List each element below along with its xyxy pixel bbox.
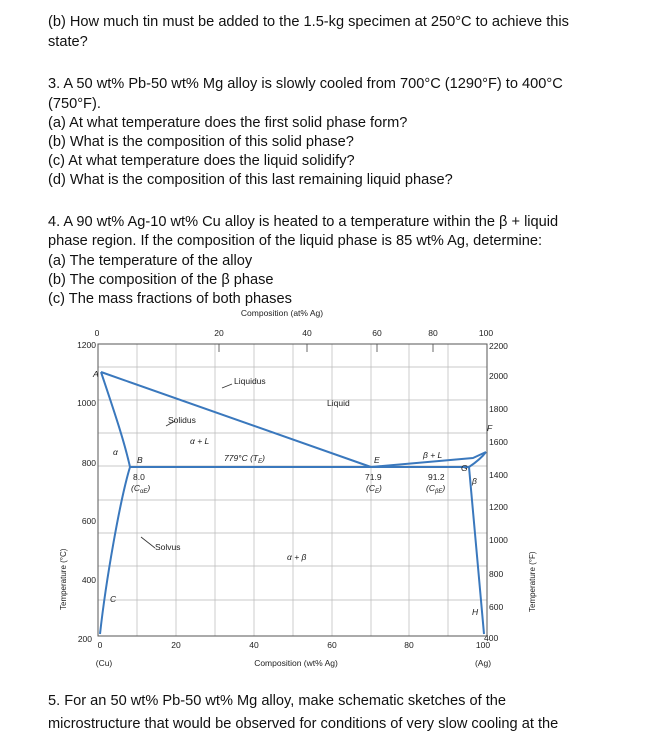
top-tick-20: 20 [214,328,224,338]
bottom-tick-100: 100 [475,640,491,650]
left-tick-800: 800 [81,458,96,468]
bottom-axis-title: Composition (wt% Ag) [254,658,338,668]
solvus-label: Solvus [155,542,181,552]
beta-region-label: β [472,476,477,486]
left-tick-600: 600 [81,516,96,526]
right-tick-1200: 1200 [489,502,508,512]
g-composition-symbol: $(C_{\beta E})$ [426,483,446,495]
q5-line-2: microstructure that would be observed for conditions of very slow cooling at the [48,716,559,732]
bottom-tick-80: 80 [404,640,414,650]
point-g-label: G [461,463,468,473]
b-composition-value: 8.0 [133,472,145,482]
alpha-solvus-line [100,467,130,634]
beta-solidus-line [469,452,486,467]
bottom-end-cu: (Cu) [95,658,113,668]
bottom-tick-20: 20 [171,640,181,650]
q3-part-c: (c) At what temperature does the liquid solidify? [48,153,355,169]
beta-plus-liquid-label: β + L [423,450,443,460]
right-tick-600: 600 [489,602,504,612]
e-composition-value: 71.9 [365,472,382,482]
right-tick-2000: 2000 [489,371,508,381]
q4-line-2: phase region. If the composition of the liquid phase is 85 wt% Ag, determine: [48,233,543,249]
liquid-region-label: Liquid [327,398,350,408]
right-tick-1800: 1800 [489,404,508,414]
q5-line-1: 5. For an 50 wt% Pb-50 wt% Mg alloy, make schematic sketches of the [48,693,507,709]
top-tick-40: 40 [302,328,312,338]
q3-line-2: (750°F). [48,96,101,112]
q3-part-a: (a) At what temperature does the first solid phase form? [48,115,408,131]
liquidus-label: Liquidus [234,376,266,386]
point-c-label: C [110,594,117,604]
left-tick-1000: 1000 [77,398,96,408]
right-tick-2200: 2200 [489,341,508,351]
left-tick-400: 400 [81,575,96,585]
point-a-label: A [93,369,99,379]
b-composition-symbol: $(C_{\alpha E})$ [131,483,151,495]
e-composition-symbol: $(C_E)$ [366,483,382,495]
right-tick-1600: 1600 [489,437,508,447]
alpha-plus-beta-label: α + β [287,552,307,562]
alpha-plus-liquid-label: α + L [190,436,210,446]
q4-part-c: (c) The mass fractions of both phases [48,291,292,307]
left-tick-1200: 1200 [77,340,96,350]
top-tick-60: 60 [372,328,382,338]
q4-part-b: (b) The composition of the β phase [48,272,274,288]
right-tick-800: 800 [489,569,504,579]
right-tick-400: 400 [484,633,499,643]
left-axis-title: Temperature (°C) [59,548,68,610]
bottom-tick-60: 60 [327,640,337,650]
right-axis-title: Temperature (°F) [528,551,537,612]
q3-part-b: (b) What is the composition of this solid phase? [48,134,354,150]
bottom-tick-40: 40 [249,640,259,650]
point-b-label: B [137,455,143,465]
q4-line-1: 4. A 90 wt% Ag-10 wt% Cu alloy is heated to a temperature within the β + liquid [48,214,559,230]
right-tick-1400: 1400 [489,470,508,480]
point-e-label: E [374,455,380,465]
q2b-line-1: (b) How much tin must be added to the 1.5-kg specimen at 250°C to achieve this [48,14,569,30]
solidus-label: Solidus [168,415,196,425]
top-tick-100: 100 [478,328,494,338]
left-tick-200: 200 [77,634,92,644]
bottom-tick-0: 0 [97,640,103,650]
right-tick-1000: 1000 [489,535,508,545]
point-f-label: F [487,423,493,433]
top-tick-0: 0 [94,328,100,338]
alpha-region-label: α [113,447,118,457]
q3-part-d: (d) What is the composition of this last remaining liquid phase? [48,172,453,188]
q3-line-1: 3. A 50 wt% Pb-50 wt% Mg alloy is slowly cooled from 700°C (1290°F) to 400°C [48,76,563,92]
q2b-line-2: state? [48,34,88,50]
bottom-end-ag: (Ag) [474,658,492,668]
g-composition-value: 91.2 [428,472,445,482]
q4-part-a: (a) The temperature of the alloy [48,253,253,269]
point-h-label: H [472,607,479,617]
top-axis-title: Composition (at% Ag) [240,308,324,318]
top-tick-80: 80 [428,328,438,338]
eutectic-temperature-label: 779°C $(T_E)$ [224,453,265,465]
